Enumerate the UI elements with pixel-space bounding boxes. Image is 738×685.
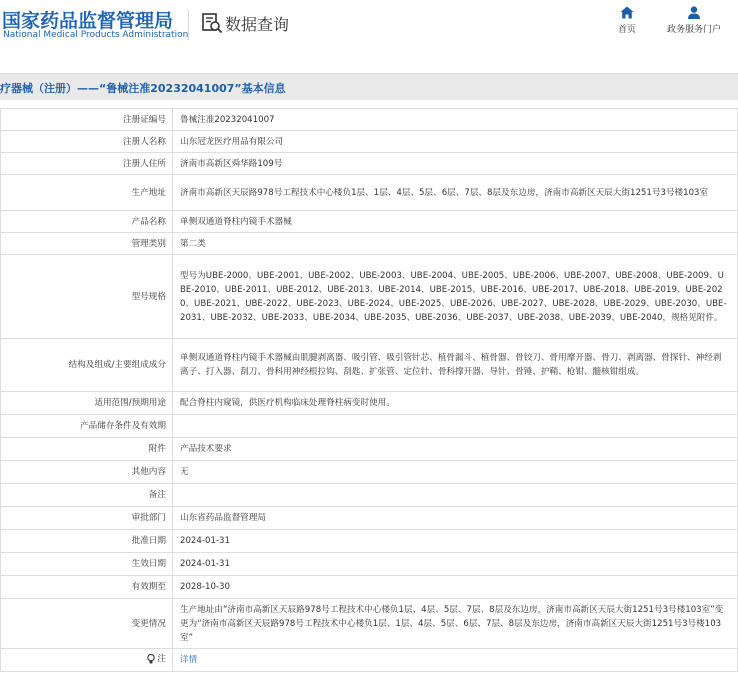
row-label: 注册人名称 xyxy=(1,131,173,153)
note-label: 注 xyxy=(157,653,166,664)
row-label: 审批部门 xyxy=(1,507,173,530)
row-value: 单侧双通道脊柱内镜手术器械 xyxy=(173,211,738,233)
table-row xyxy=(1,553,738,576)
page-section-title: 数据查询 xyxy=(225,15,290,34)
table-row xyxy=(1,233,738,255)
nav-portal-label: 政务服务门户 xyxy=(666,25,721,35)
row-label: 生产地址 xyxy=(1,175,173,211)
details-link[interactable]: 详情 xyxy=(180,655,198,665)
row-label: 管理类别 xyxy=(1,233,173,255)
row-value: 2024-01-31 xyxy=(173,553,738,576)
registration-info-table xyxy=(0,108,738,672)
home-icon xyxy=(620,6,634,19)
row-value: 生产地址由“济南市高新区天辰路978号工程技术中心楼负1层、4层、5层、7层、8层及东边房，济南市高新区天辰大街1251号3号楼103室”变更为“济南市高新区天辰路978号工程技术中心楼负1层、1层、4层、5层、6层、7层、8层及东边房，济南市高新区天辰大街1251号3号楼103室” xyxy=(173,599,738,649)
row-label: 产品储存条件及有效期 xyxy=(1,415,173,438)
row-value: 鲁械注准20232041007 xyxy=(173,109,738,131)
table-row xyxy=(1,530,738,553)
row-value: 无 xyxy=(173,461,738,484)
row-value: 型号为UBE-2000、UBE-2001、UBE-2002、UBE-2003、UBE-2004、UBE-2005、UBE-2006、UBE-2007、UBE-2008、UBE-2009、UBE-2010、UBE-2011、UBE-2012、UBE-2013、UBE-2014、UBE-2015、UBE-2016、UBE-2017、UBE-2018、UBE-2019、UBE-2020、UBE-2021、UBE-2022、UBE-2023、UBE-2024、UBE-2025、UBE-2026、UBE-2027、UBE-2028、UBE-2029、UBE-2030、UBE-2031、UBE-2032、UBE-2033、UBE-2034、UBE-2035、UBE-2036、UBE-2037、UBE-2038、UBE-2039、UBE-2040，规格见附件。 xyxy=(173,255,738,339)
table-row xyxy=(1,484,738,507)
row-label: 其他内容 xyxy=(1,461,173,484)
row-label: 产品名称 xyxy=(1,211,173,233)
row-label: 注册人住所 xyxy=(1,153,173,175)
row-value: 配合脊柱内窥镜，供医疗机构临床处理脊柱病变时使用。 xyxy=(173,392,738,415)
table-row xyxy=(1,109,738,131)
site-logo-title[interactable]: 国家药品监督管理局 xyxy=(2,10,174,32)
table-row xyxy=(1,507,738,530)
record-title-bar xyxy=(0,73,738,100)
header-divider xyxy=(188,10,189,40)
row-label: 有效期至 xyxy=(1,576,173,599)
row-value: 2028-10-30 xyxy=(173,576,738,599)
nav-home-link[interactable] xyxy=(614,6,640,35)
row-value: 济南市高新区舜华路109号 xyxy=(173,153,738,175)
table-row xyxy=(1,599,738,649)
row-value xyxy=(173,415,738,438)
table-row-note xyxy=(1,649,738,672)
table-row xyxy=(1,255,738,339)
record-title: 疗器械（注册）——“鲁械注准20232041007”基本信息 xyxy=(0,82,286,95)
table-row xyxy=(1,438,738,461)
row-value: 单侧双通道脊柱内镜手术器械由肌腱剥离器、吸引管、吸引管针芯、植骨漏斗、植骨器、骨铰刀、骨用摩开器、骨刀、剥离器、骨探针、神经剥离子、打入器、刮刀、骨科用神经根拉钩、刮匙、扩张管、定位针、骨科撑开器、导针、骨锤、护鞘、枪钳、髓核钳组成。 xyxy=(173,339,738,392)
table-row xyxy=(1,211,738,233)
row-value-note xyxy=(173,649,738,672)
row-value xyxy=(173,484,738,507)
table-row xyxy=(1,576,738,599)
row-value: 第二类 xyxy=(173,233,738,255)
row-label: 附件 xyxy=(1,438,173,461)
row-value: 产品技术要求 xyxy=(173,438,738,461)
nav-home-label: 首页 xyxy=(617,25,636,35)
nav-portal-link[interactable] xyxy=(662,6,726,35)
row-label: 生效日期 xyxy=(1,553,173,576)
row-label: 批准日期 xyxy=(1,530,173,553)
table-row xyxy=(1,461,738,484)
row-label-note xyxy=(1,649,173,672)
table-row xyxy=(1,392,738,415)
row-label: 适用范围/预期用途 xyxy=(1,392,173,415)
row-label: 型号规格 xyxy=(1,255,173,339)
search-document-icon xyxy=(201,12,223,34)
table-row xyxy=(1,131,738,153)
lightbulb-icon xyxy=(147,654,155,664)
site-header xyxy=(0,0,738,58)
row-value: 济南市高新区天辰路978号工程技术中心楼负1层、1层、4层、5层、6层、7层、8层及东边房，济南市高新区天辰大街1251号3号楼103室 xyxy=(173,175,738,211)
row-label: 备注 xyxy=(1,484,173,507)
table-row xyxy=(1,339,738,392)
table-row xyxy=(1,153,738,175)
user-icon xyxy=(687,6,701,19)
table-row xyxy=(1,415,738,438)
row-value: 山东省药品监督管理局 xyxy=(173,507,738,530)
row-label: 变更情况 xyxy=(1,599,173,649)
row-value: 山东冠龙医疗用品有限公司 xyxy=(173,131,738,153)
row-label: 注册证编号 xyxy=(1,109,173,131)
row-value: 2024-01-31 xyxy=(173,530,738,553)
site-logo-subtitle: National Medical Products Administration xyxy=(3,30,189,40)
table-row xyxy=(1,175,738,211)
row-label: 结构及组成/主要组成成分 xyxy=(1,339,173,392)
